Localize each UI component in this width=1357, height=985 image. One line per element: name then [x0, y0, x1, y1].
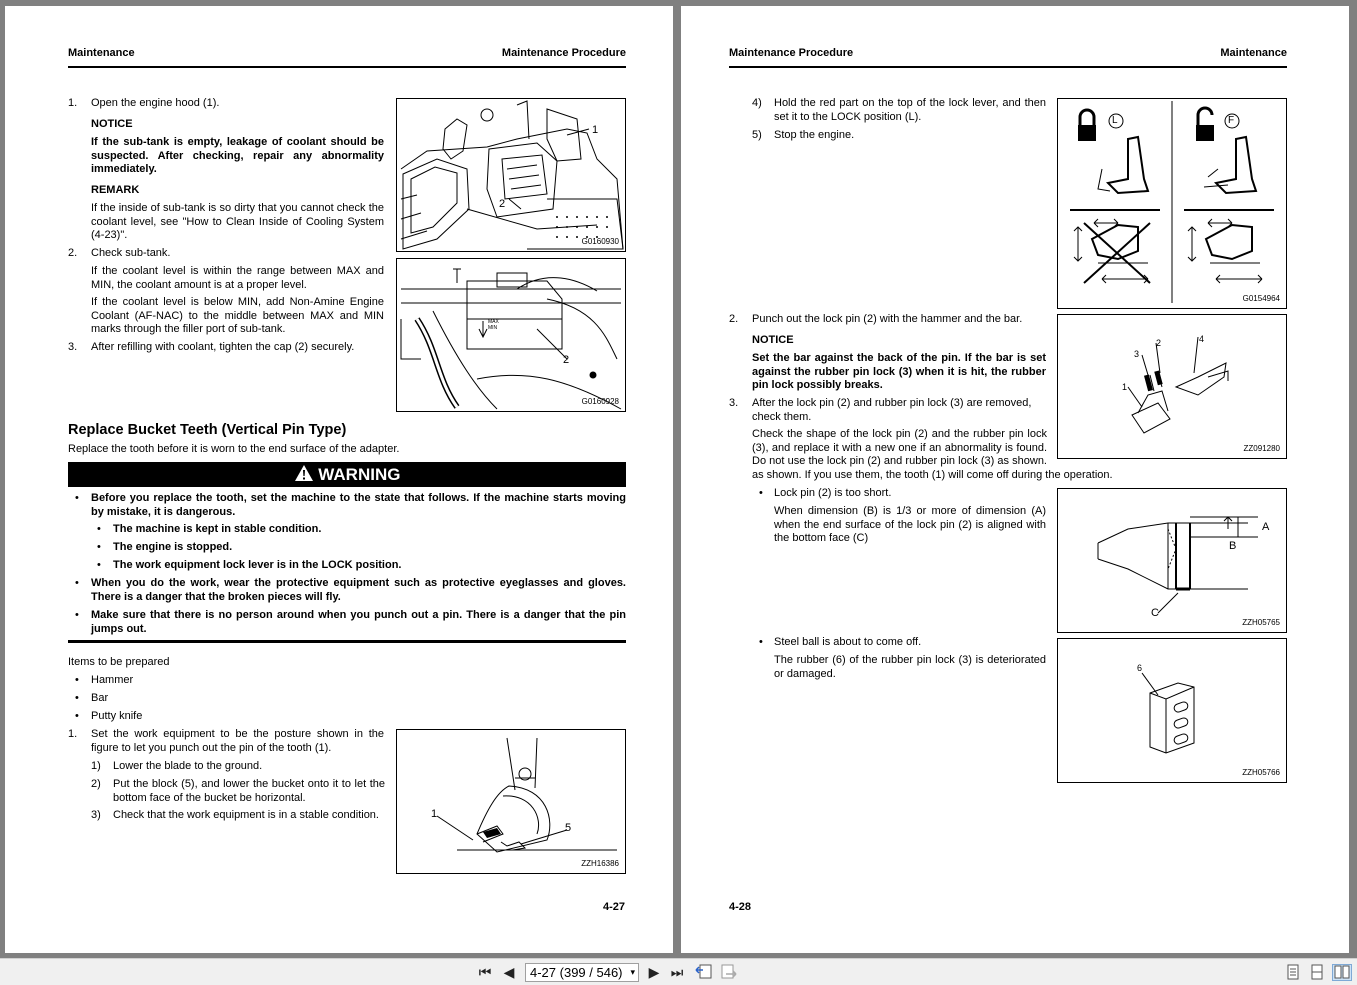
substep-text: Lower the blade to the ground. [113, 760, 263, 772]
figure-rubber-pin-lock [1057, 638, 1287, 783]
bullet-dot: • [97, 523, 101, 535]
single-page-icon-graphic [1286, 964, 1300, 980]
page-header [68, 46, 626, 68]
last-page-icon[interactable]: ⏭ [670, 964, 684, 980]
section-title: Replace Bucket Teeth (Vertical Pin Type) [68, 422, 347, 438]
figure-sub-tank [396, 258, 626, 412]
warning-item: Before you replace the tooth, set the machine to the state that follows. If the machine starts moving by mistake, it is dangerous. [91, 492, 626, 518]
step-text: Punch out the lock pin (2) with the hammer and the bar. [752, 313, 1023, 325]
warning-bar [68, 462, 626, 487]
warning-subitem: The work equipment lock lever is in the LOCK position. [113, 559, 402, 571]
bucket-drawing [397, 730, 625, 873]
dimension-b-label: B [1229, 540, 1237, 552]
dimension-a-label: A [1262, 521, 1270, 533]
lock-position-label: L [1112, 115, 1118, 126]
prev-view-icon[interactable] [694, 964, 714, 981]
rubber-pin-lock-drawing [1058, 639, 1286, 782]
face-c-label: C [1151, 607, 1159, 619]
left-page [5, 6, 673, 953]
notice-label: NOTICE [91, 118, 133, 130]
bullet-dot: • [75, 692, 79, 704]
step-text: After refilling with coolant, tighten the cap (2) securely. [91, 341, 355, 353]
sub-tank-drawing [397, 259, 625, 411]
callout-6: 6 [1137, 663, 1143, 673]
figure-code: ZZH16386 [581, 858, 619, 868]
page-header [729, 46, 1287, 68]
warning-subitem: The machine is kept in stable condition. [113, 523, 322, 535]
chevron-down-icon: ▾ [630, 967, 635, 977]
notice-text: Set the bar against the back of the pin. If the bar is set against the rubber pin lock (3) when it is hit, the rubber pin lock possibly breaks. [752, 352, 1046, 391]
item: Bar [91, 692, 109, 704]
figure-code: ZZ091280 [1243, 443, 1280, 453]
two-page-icon-graphic [1334, 965, 1350, 979]
warning-subitem: The engine is stopped. [113, 541, 233, 553]
step-text: Set the work equipment to be the posture shown in the figure to let you punch out the pin of the tooth (1). [91, 728, 384, 754]
paragraph [752, 428, 1122, 468]
callout-5: 5 [565, 822, 572, 834]
prev-view-icon-graphic [695, 964, 713, 980]
bullet-dot: • [75, 710, 79, 722]
figure-engine-hood [396, 98, 626, 252]
bullet-dot: • [759, 487, 763, 499]
step-text: Open the engine hood (1). [91, 97, 220, 109]
callout-1: 1 [592, 124, 599, 136]
max-mark: MAX [488, 319, 499, 325]
section-intro: Replace the tooth before it is worn to the end surface of the adapter. [68, 443, 400, 455]
pin-dimension-drawing [1058, 489, 1286, 632]
free-position-label: F [1228, 115, 1235, 126]
substep-number: 1) [91, 760, 101, 772]
substep-text: Check that the work equipment is in a stable condition. [113, 809, 379, 821]
continuous-icon[interactable] [1308, 964, 1326, 981]
callout-2: 2 [1156, 338, 1162, 348]
figure-code: G0160930 [581, 236, 619, 246]
step-number: 3. [729, 397, 739, 409]
header-left: Maintenance [68, 47, 135, 59]
lock-lever-drawing [1058, 99, 1286, 308]
warning-triangle-icon [294, 464, 314, 482]
header-left: Maintenance Procedure [729, 47, 854, 59]
figure-lock-lever [1057, 98, 1287, 309]
navigation-toolbar [0, 958, 1357, 985]
substep-text: Stop the engine. [774, 129, 855, 141]
next-page-icon[interactable]: ▶ [648, 964, 660, 980]
callout-1: 1 [1122, 382, 1128, 392]
paragraph: When dimension (B) is 1/3 or more of dimension (A) when the end surface of the lock pin (2) is aligned with the bottom face (C) [774, 505, 1046, 544]
header-right: Maintenance [1220, 47, 1287, 59]
warning-item: When you do the work, wear the protective equipment such as protective eyeglasses and gloves. There is a danger that the broken pieces will fly. [91, 577, 626, 603]
item: Putty knife [91, 710, 143, 722]
bullet-text: Steel ball is about to come off. [774, 636, 922, 648]
step-number: 2. [68, 247, 78, 259]
substep-text: Put the block (5), and lower the bucket onto it to let the bottom face of the bucket be horizontal. [113, 778, 385, 804]
figure-pin-dimension [1057, 488, 1287, 633]
items-title: Items to be prepared [68, 656, 170, 668]
figure-code: G0160928 [581, 396, 619, 406]
page-display: 4-27 (399 / 546) [530, 965, 623, 980]
step-text: Check sub-tank. [91, 247, 171, 259]
step-number: 1. [68, 728, 78, 740]
figure-bucket [396, 729, 626, 874]
warning-rule [68, 640, 626, 643]
continuous-icon-graphic [1310, 964, 1324, 980]
bullet-dot: • [97, 541, 101, 553]
bullet-dot: • [75, 674, 79, 686]
engine-hood-drawing [397, 99, 625, 251]
substep-number: 2) [91, 778, 101, 790]
figure-code: ZZH05765 [1242, 617, 1280, 627]
warning-item: Make sure that there is no person around when you punch out a pin. There is a danger that the pin jumps out. [91, 609, 626, 635]
paragraph-text: Check the shape of the lock pin (2) and the rubber pin lock (3), and replace it with a new one if an abnormality is found. Do not use the lock pin (2) and rubber pin lock (3) as shown. [752, 428, 1047, 467]
prev-page-icon[interactable]: ◀ [503, 964, 515, 980]
first-page-icon[interactable]: ⏮ [478, 964, 492, 980]
paragraph-continued [752, 469, 1192, 483]
substep-number: 3) [91, 809, 101, 821]
substep-number: 5) [752, 129, 762, 141]
page-number: 4-28 [729, 901, 752, 913]
substep-number: 4) [752, 97, 762, 109]
notice-label: NOTICE [752, 334, 794, 346]
next-view-icon[interactable] [719, 964, 739, 981]
paragraph-tail: as shown. If you use them, the tooth (1) will come off during the operation. [752, 469, 1113, 481]
two-page-icon[interactable] [1332, 964, 1352, 981]
step-number: 3. [68, 341, 78, 353]
page-number-dropdown[interactable] [525, 963, 639, 982]
header-right: Maintenance Procedure [501, 47, 626, 59]
bullet-dot: • [97, 559, 101, 571]
substep-text: Hold the red part on the top of the lock lever, and then set it to the LOCK position (L). [774, 97, 1046, 123]
figure-code: ZZH05766 [1242, 767, 1280, 777]
callout-3: 3 [1134, 349, 1140, 359]
paragraph: The rubber (6) of the rubber pin lock (3) is deteriorated or damaged. [774, 654, 1046, 680]
paragraph: If the coolant level is within the range between MAX and MIN, the coolant amount is at a proper level. [91, 265, 384, 291]
remark-text: If the inside of sub-tank is so dirty that you cannot check the coolant level, see "How to Clean Inside of Cooling System (4-23)". [91, 202, 384, 241]
bullet-dot: • [75, 577, 79, 589]
step-text: After the lock pin (2) and rubber pin lock (3) are removed, check them. [752, 397, 1032, 423]
single-page-icon[interactable] [1284, 964, 1302, 981]
min-mark: MIN [488, 325, 498, 331]
warning-label: WARNING [318, 465, 401, 484]
figure-code: G0154964 [1242, 293, 1280, 303]
item: Hammer [91, 674, 134, 686]
bullet-dot: • [75, 492, 79, 504]
notice-text: If the sub-tank is empty, leakage of coolant should be suspected. After checking, repair any abnormality immediately. [91, 136, 384, 175]
page-number: 4-27 [603, 901, 626, 913]
step-number: 1. [68, 97, 78, 109]
callout-4: 4 [1199, 334, 1205, 344]
next-view-icon-graphic [720, 964, 738, 980]
bullet-dot: • [759, 636, 763, 648]
step-number: 2. [729, 313, 739, 325]
callout-2: 2 [499, 198, 506, 210]
bullet-text: Lock pin (2) is too short. [774, 487, 892, 499]
remark-label: REMARK [91, 184, 140, 196]
callout-1: 1 [431, 808, 438, 820]
paragraph: If the coolant level is below MIN, add Non-Amine Engine Coolant (AF-NAC) to the middle between MAX and MIN marks through the filler port of sub-tank. [91, 296, 384, 335]
callout-2: 2 [563, 354, 570, 366]
right-page [681, 6, 1349, 953]
bullet-dot: • [75, 609, 79, 621]
